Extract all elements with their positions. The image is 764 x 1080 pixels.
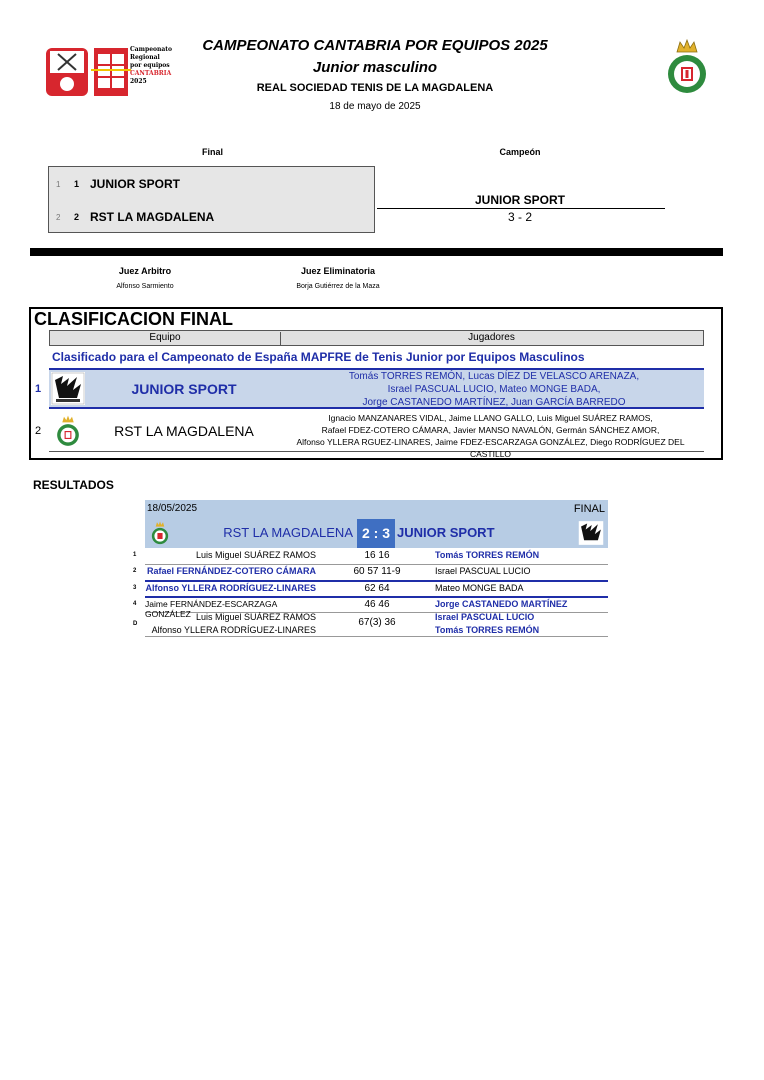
bracket-team-row <box>56 177 366 193</box>
rst-magdalena-crest-icon <box>151 520 169 546</box>
referee-name: Alfonso Sarmiento <box>116 283 174 290</box>
match-number: 2 <box>133 568 137 574</box>
tie-score: 2 : 3 <box>357 519 395 548</box>
match-row <box>133 548 608 565</box>
player-line: Alfonso YLLERA RGUEZ-LINARES, Jaime FDEZ-ESCARZAGA GONZÁLEZ, Diego RODRÍGUEZ DEL CASTILLO <box>296 437 685 459</box>
player-line: Tomás TORRES REMÓN, Lucas DÍEZ DE VELASCO ARENAZA, <box>348 371 640 382</box>
match-score: 60 57 11-9 <box>353 566 401 577</box>
match-row <box>133 582 608 598</box>
match-number: 4 <box>133 601 137 607</box>
referee-label: Juez Arbitro <box>118 266 172 276</box>
column-players: Jugadores <box>468 332 515 343</box>
away-team: JUNIOR SPORT <box>397 525 495 540</box>
classification-position: 1 <box>35 383 42 395</box>
champion-line <box>377 208 665 209</box>
home-player: Jaime FERNÁNDEZ-ESCARZAGA GONZÁLEZ <box>145 599 277 619</box>
match-round: FINAL <box>573 503 605 515</box>
junior-sport-logo-icon <box>578 520 604 546</box>
page-subtitle: Junior masculino <box>312 59 438 76</box>
column-team: Equipo <box>50 332 281 346</box>
match-header <box>145 500 608 548</box>
classification-team: RST LA MAGDALENA <box>114 423 254 439</box>
team-rank: 2 <box>74 212 80 222</box>
home-player: Alfonso YLLERA RODRÍGUEZ-LINARES <box>145 583 316 593</box>
draw-judge-name: Borja Gutiérrez de la Maza <box>296 283 380 290</box>
home-player: Alfonso YLLERA RODRÍGUEZ-LINARES <box>151 625 316 635</box>
away-player: Israel PASCUAL LUCIO <box>435 566 531 576</box>
away-player: Israel PASCUAL LUCIO <box>435 612 535 622</box>
team-seed: 2 <box>56 213 61 222</box>
match-score: 46 46 <box>364 599 390 610</box>
away-player: Tomás TORRES REMÓN <box>435 550 540 560</box>
match-score: 16 16 <box>364 550 390 561</box>
team-seed: 1 <box>56 180 61 189</box>
classification-position: 2 <box>35 425 42 437</box>
match-number: 3 <box>133 585 137 591</box>
classification-row <box>35 411 704 459</box>
match-score: 62 64 <box>364 583 390 594</box>
junior-sport-logo-icon <box>51 372 85 405</box>
team-name: JUNIOR SPORT <box>90 177 181 191</box>
final-label: Final <box>201 147 223 157</box>
classification-players <box>277 412 704 460</box>
rst-magdalena-crest-icon <box>56 414 80 448</box>
host-club: REAL SOCIEDAD TENIS DE LA MAGDALENA <box>256 82 494 94</box>
qualified-note: Clasificado para el Campeonato de España MAPFRE de Tenis Junior por Equipos Masculinos <box>52 350 585 364</box>
match-number: 1 <box>133 552 137 558</box>
logo-text-line: CANTABRIA <box>130 70 172 77</box>
away-player: Tomás TORRES REMÓN <box>435 625 540 635</box>
home-team: RST LA MAGDALENA <box>223 525 353 540</box>
results-title: RESULTADOS <box>33 478 114 492</box>
logo-text-line: Campeonato <box>130 46 173 53</box>
rst-magdalena-crest-icon <box>666 38 708 96</box>
home-player: Luis Miguel SUÁREZ RAMOS <box>195 550 316 560</box>
team-rank: 1 <box>74 179 80 189</box>
away-player: Jorge CASTANEDO MARTÍNEZ <box>435 599 568 609</box>
bracket-team-row <box>56 210 366 226</box>
player-line: Jorge CASTANEDO MARTÍNEZ, Juan GARCÍA BARREDO <box>362 397 626 408</box>
classification-row <box>35 368 704 409</box>
classification-team: JUNIOR SPORT <box>131 381 237 397</box>
match-date: 18/05/2025 <box>147 503 198 514</box>
team-name: RST LA MAGDALENA <box>90 210 215 224</box>
home-player: Rafael FERNÁNDEZ-COTERO CÁMARA <box>146 566 316 576</box>
match-score: 67(3) 36 <box>358 617 396 628</box>
player-line: Rafael FDEZ-COTERO CÁMARA, Javier MANSO NAVALÓN, Germán SÁNCHEZ AMOR, <box>321 425 660 435</box>
champion-name: JUNIOR SPORT <box>474 193 565 207</box>
logo-text-line: Regional <box>130 54 160 61</box>
event-date: 18 de mayo de 2025 <box>329 101 421 112</box>
match-row <box>133 564 608 582</box>
champion-label: Campeón <box>499 147 541 157</box>
classification-players <box>289 370 699 409</box>
classification-title: CLASIFICACION FINAL <box>34 309 233 329</box>
match-row-doubles <box>133 612 608 637</box>
player-line: Israel PASCUAL LUCIO, Mateo MONGE BADA, <box>387 384 601 395</box>
classification-header <box>49 330 704 346</box>
logo-text-line: 2025 <box>130 78 147 85</box>
match-number: D <box>133 621 138 627</box>
page-title: CAMPEONATO CANTABRIA POR EQUIPOS 2025 <box>202 37 548 54</box>
player-line: Ignacio MANZANARES VIDAL, Jaime LLANO GALLO, Luis Miguel SUÁREZ RAMOS, <box>328 413 653 423</box>
section-divider <box>30 248 723 256</box>
home-player: Luis Miguel SUÁREZ RAMOS <box>195 612 316 622</box>
logo-text-line: por equipos <box>130 62 170 69</box>
away-player: Mateo MONGE BADA <box>435 583 524 593</box>
draw-judge-label: Juez Eliminatoria <box>300 266 376 276</box>
final-score: 3 - 2 <box>507 210 532 224</box>
